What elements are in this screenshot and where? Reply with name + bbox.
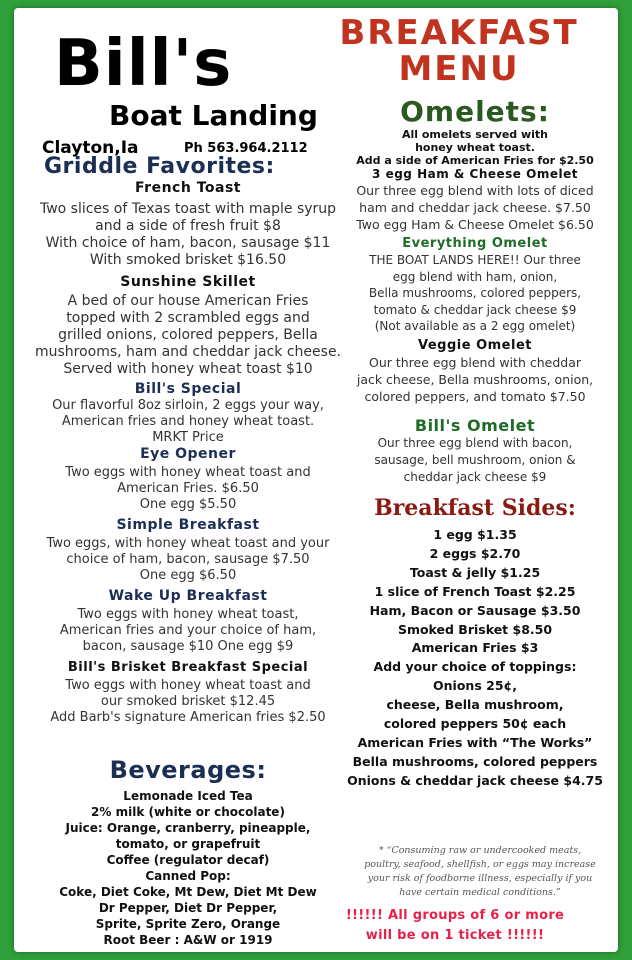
beverage-line: Sprite, Sprite Zero, Orange [95, 917, 281, 931]
item-line: Our three egg blend with lots of diced [356, 183, 594, 198]
food-safety-disclaimer [352, 844, 608, 900]
menu-title-line2: MENU [398, 49, 520, 89]
restaurant-phone: Ph 563.964.2112 [184, 141, 308, 156]
beverage-line: Dr Pepper, Diet Dr Pepper, [98, 901, 278, 915]
item-line: MRKT Price [152, 430, 224, 445]
beverage-line: Juice: Orange, cranberry, pineapple, [65, 821, 311, 835]
griddle-heading: Griddle Favorites: [44, 154, 275, 179]
item-line: With choice of ham, bacon, sausage $11 [45, 235, 331, 251]
item-line: Two eggs with honey wheat toast, [77, 607, 299, 622]
item-name: Simple Breakfast [116, 517, 260, 533]
side-line: Ham, Bacon or Sausage $3.50 [369, 602, 581, 618]
item-line: Two egg Ham & Cheese Omelet $6.50 [356, 217, 594, 232]
beverage-line: Lemonade Iced Tea [123, 789, 253, 803]
disclaimer-line: * “Consuming raw or undercooked meats, [378, 845, 582, 856]
omelets-column [336, 167, 614, 486]
disclaimer-line: your risk of foodborne illness, especially if you [367, 873, 593, 884]
sides-heading: Breakfast Sides: [374, 495, 576, 521]
item-line: jack cheese, Bella mushrooms, onion, [356, 371, 594, 387]
griddle-column [28, 180, 348, 726]
side-line: American Fries $3 [411, 640, 539, 656]
item-line: One egg $5.50 [139, 497, 237, 512]
item-name: Wake Up Breakfast [108, 588, 268, 604]
item-line: Two eggs with honey wheat toast and [65, 678, 311, 693]
disclaimer-line: have certain medical conditions.” [399, 887, 561, 898]
menu-sheet [14, 8, 618, 952]
side-line: Add your choice of toppings: [373, 659, 577, 675]
beverage-line: Coffee (regulator decaf) [106, 853, 270, 867]
beverage-line: Root Beer : A&W or 1919 [103, 933, 273, 947]
item-line: topped with 2 scrambled eggs and [66, 310, 310, 326]
item-name: Bill's Special [134, 381, 242, 397]
item-name: Bill's Omelet [414, 415, 536, 435]
notice-line: will be on 1 ticket !!!!!! [365, 928, 545, 943]
restaurant-subtitle: Boat Landing [109, 99, 318, 132]
side-line: 1 egg $1.35 [433, 527, 517, 542]
intro-line: Add a side of American Fries for $2.50 [356, 154, 594, 167]
item-line: tomato & cheddar jack cheese $9 [373, 302, 577, 317]
omelet-item-bills [336, 416, 614, 486]
item-line: (Not available as a 2 egg omelet) [374, 319, 576, 333]
griddle-item-sunshine-skillet [28, 274, 348, 378]
item-line: egg blend with ham, onion, [392, 269, 558, 284]
item-line: choice of ham, bacon, sausage $7.50 [66, 552, 310, 567]
item-line: grilled onions, colored peppers, Bella [58, 327, 318, 343]
item-line: Our flavorful 8oz sirloin, 2 eggs your way, [52, 398, 324, 413]
item-line: colored peppers, and tomato $7.50 [364, 388, 586, 404]
notice-line: !!!!!! All groups of 6 or more [345, 908, 565, 923]
item-line: mushrooms, ham and cheddar jack cheese. [34, 344, 342, 360]
item-line: and a side of fresh fruit $8 [95, 218, 281, 234]
item-line: Our three egg blend with bacon, [377, 435, 573, 450]
griddle-item-wake-up-breakfast [28, 588, 348, 655]
intro-line: All omelets served with [401, 128, 549, 141]
beverage-line: tomato, or grapefruit [115, 837, 261, 851]
item-line: bacon, sausage $10 One egg $9 [82, 639, 294, 654]
beverage-line: Coke, Diet Coke, Mt Dew, Diet Mt Dew [59, 885, 317, 899]
item-line: our smoked brisket $12.45 [100, 694, 276, 709]
item-line: cheddar jack cheese $9 [403, 469, 547, 484]
item-name: French Toast [135, 180, 241, 196]
item-line: American Fries. $6.50 [117, 481, 259, 496]
item-line: sausage, bell mushroom, onion & [374, 452, 576, 467]
item-line: ham and cheddar jack cheese. $7.50 [359, 200, 591, 215]
beverages-heading: Beverages: [109, 756, 267, 784]
item-line: One egg $6.50 [139, 568, 237, 583]
item-name: 3 egg Ham & Cheese Omelet [372, 167, 578, 181]
item-line: With smoked brisket $16.50 [89, 252, 287, 268]
item-line: Our three egg blend with cheddar [368, 354, 582, 370]
menu-title-line1: BREAKFAST [339, 13, 579, 53]
item-line: Served with honey wheat toast $10 [63, 361, 313, 377]
griddle-item-simple-breakfast [28, 517, 348, 584]
omelet-item-ham-cheese [336, 167, 614, 233]
item-line: Two eggs with honey wheat toast and [65, 465, 311, 480]
item-line: American fries and your choice of ham, [59, 623, 317, 638]
item-line: American fries and honey wheat toast. [61, 414, 315, 429]
item-line: A bed of our house American Fries [67, 293, 309, 309]
side-line: colored peppers 50¢ each [383, 716, 567, 732]
item-line: Two eggs, with honey wheat toast and your [46, 536, 330, 551]
beverage-line: Canned Pop: [145, 869, 231, 883]
item-name: Bill's Brisket Breakfast Special [67, 660, 309, 675]
side-line: 2 eggs $2.70 [429, 545, 521, 561]
griddle-item-eye-opener [28, 446, 348, 513]
disclaimer-line: poultry, seafood, shellfish, or eggs may increase [364, 859, 596, 870]
item-line: THE BOAT LANDS HERE!! Our three [369, 253, 581, 267]
griddle-item-brisket-special [28, 659, 348, 726]
intro-line: honey wheat toast. [415, 141, 535, 154]
omelets-heading: Omelets: [400, 95, 550, 128]
side-line: American Fries with “The Works” [357, 734, 593, 750]
side-line: 1 slice of French Toast $2.25 [374, 583, 576, 599]
omelet-item-everything [336, 236, 614, 335]
item-line: Add Barb's signature American fries $2.50 [50, 710, 326, 725]
side-line: Bella mushrooms, colored peppers [352, 753, 598, 769]
side-line: Toast & jelly $1.25 [409, 564, 541, 580]
item-line: Two slices of Texas toast with maple syrup [39, 201, 337, 217]
side-line: Onions 25¢, [433, 678, 517, 694]
griddle-item-bills-special [28, 381, 348, 446]
griddle-item-french-toast [28, 180, 348, 269]
item-name: Everything Omelet [402, 236, 548, 251]
side-line: Onions & cheddar jack cheese $4.75 [347, 772, 603, 788]
item-line: Bella mushrooms, colored peppers, [368, 286, 582, 300]
sides-list [336, 526, 614, 791]
beverage-line: 2% milk (white or chocolate) [91, 805, 285, 819]
item-name: Veggie Omelet [418, 337, 532, 353]
item-name: Eye Opener [140, 446, 236, 462]
side-line: cheese, Bella mushroom, [386, 697, 564, 713]
item-name: Sunshine Skillet [120, 274, 256, 290]
restaurant-location: Clayton,Ia [42, 138, 139, 158]
groups-notice [298, 906, 612, 946]
restaurant-name: Bill's [54, 27, 233, 101]
side-line: Smoked Brisket $8.50 [397, 621, 553, 637]
omelets-intro [336, 128, 614, 167]
omelet-item-veggie [336, 338, 614, 405]
